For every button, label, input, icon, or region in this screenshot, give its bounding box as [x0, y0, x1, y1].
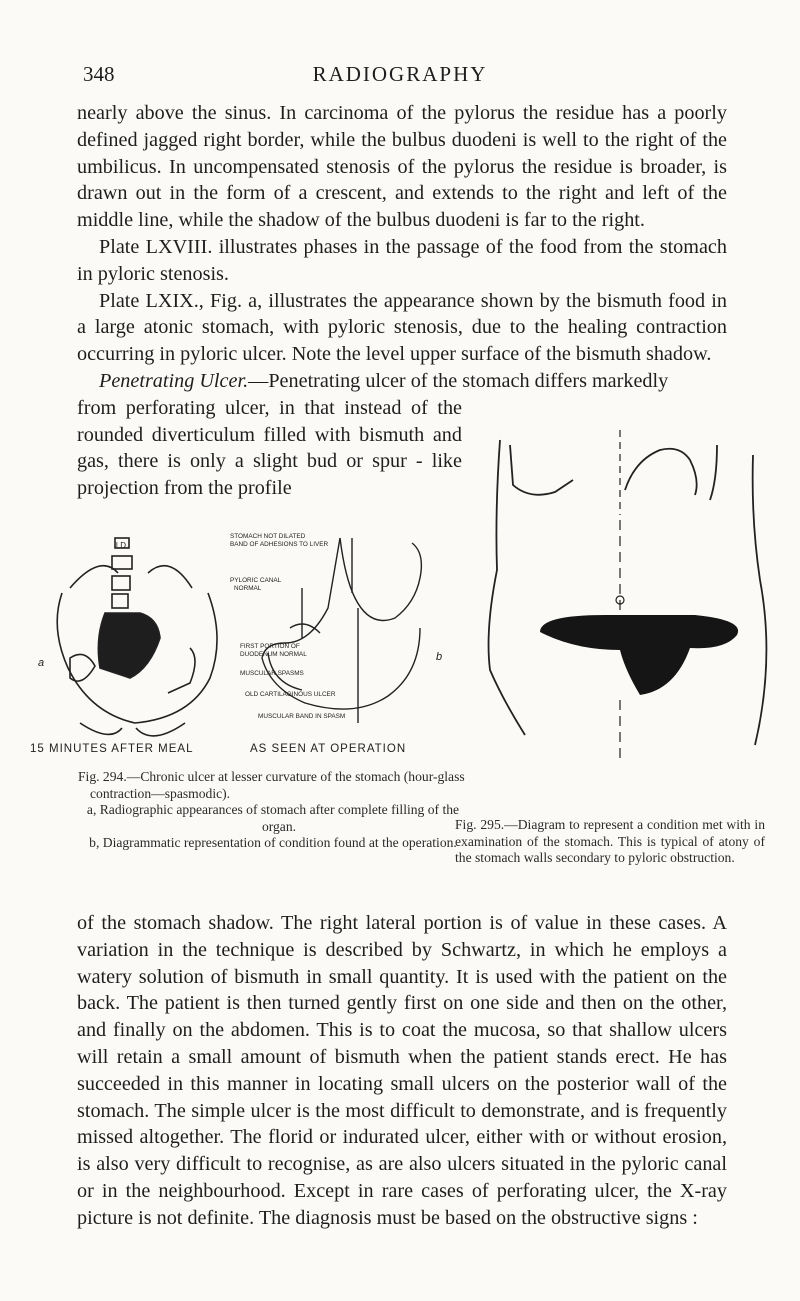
annotation-muscular-band: MUSCULAR BAND IN SPASM [258, 713, 346, 720]
figure-294-caption-a: a, Radiographic appearances of stomach after complete filling of the organ. [86, 802, 460, 834]
stomach-outline [489, 440, 767, 745]
figure-294-drawing [30, 518, 460, 768]
annotation-stomach-not-dilated: STOMACH NOT DILATED [230, 533, 306, 540]
figure-294-caption-title: Fig. 294.—Chronic ulcer at lesser curvature of the stomach (hour-glass contraction—spasmodic). [78, 769, 465, 801]
figure-295-caption: Fig. 295.—Diagram to represent a condition met with in examination of the stomach. This is typical of atony of the stomach walls secondary to pyloric obstruction. [455, 817, 765, 865]
box-label-text: I.D. [115, 541, 129, 550]
annotation-pyloric-canal-1: PYLORIC CANAL [230, 577, 282, 584]
running-title: RADIOGRAPHY [312, 62, 488, 86]
bismuth-shadow [540, 615, 738, 695]
annotation-pyloric-canal-2: NORMAL [234, 585, 262, 592]
annotation-old-ulcer: OLD CARTILAGINOUS ULCER [245, 691, 336, 698]
panel-a-label: 15 MINUTES AFTER MEAL [30, 743, 194, 755]
paragraph-4-narrow: from perforating ulcer, in that instead of the rounded diverticulum filled with bismuth and gas, there is only a slight bud or spur - like projection from the profile [77, 396, 462, 500]
figure-295-drawing [455, 400, 775, 760]
paragraph-4-line-1: —Penetrating ulcer of the stomach differs markedly [248, 369, 669, 392]
figure-295 [455, 400, 775, 760]
annotation-band-adhesions: BAND OF ADHESIONS TO LIVER [230, 541, 329, 548]
paragraph-5: of the stomach shadow. The right lateral portion is of value in these cases. A variation in the technique is described by Schwartz, in which he employs a watery solution of bismuth in small quantity. It is used with the patient on the back. The patient is then turned gently first on one side and then on the other, and finally on the abdomen. This is to coat the mucosa, so that shallow ulcers will retain a small amount of bismuth when the patient stands erect. He has succeeded in this manner in locating small ulcers on the posterior wall of the stomach. The simple ulcer is the most difficult to demonstrate, and is frequently missed altogether. The florid or indurated ulcer, either with or without erosion, is also very difficult to recognise, as are also ulcers situated in the pyloric canal or in the neighbourhood. Except in rare cases of perforating ulcer, the X-ray picture is not definite. The diagnosis must be based on the obstructive signs : [77, 912, 727, 1229]
annotation-muscular-spasms: MUSCULAR SPASMS [240, 670, 304, 677]
paragraph-3: Plate LXIX., Fig. a, illustrates the appearance shown by the bismuth food in a large atonic stomach, with pyloric stenosis, due to the healing contraction occurring in pyloric ulcer. Note the level upper surface of the bismuth shadow. [77, 289, 727, 366]
lower-text-block [77, 910, 727, 1232]
figure-294-caption [78, 769, 468, 852]
annotation-first-portion-2: DUODENUM NORMAL [240, 651, 307, 658]
panel-a-letter: a [38, 657, 45, 669]
figure-294 [30, 518, 460, 768]
page-number: 348 [83, 62, 115, 86]
midline-axis [616, 430, 624, 760]
panel-b-letter: b [436, 651, 443, 663]
annotation-first-portion-1: FIRST PORTION OF [240, 643, 300, 650]
panel-b-label: AS SEEN AT OPERATION [250, 743, 407, 755]
paragraph-2: Plate LXVIII. illustrates phases in the passage of the food from the stomach in pyloric stenosis. [77, 235, 727, 285]
paragraph-1: nearly above the sinus. In carcinoma of the pylorus the residue has a poorly defined jagged right border, while the bulbus duodeni is well to the right of the umbilicus. In uncompensated stenosis of the pylorus the residue is broader, is drawn out in the form of a crescent, and extends to the right and left of the middle line, while the shadow of the bulbus duodeni is far to the right. [77, 102, 727, 232]
figure-294-caption-b: b, Diagrammatic representation of condition found at the operation. [89, 835, 457, 850]
section-heading: Penetrating Ulcer. [99, 369, 249, 392]
page-header [0, 62, 800, 92]
paragraph-4-first-line [77, 368, 727, 395]
panel-a-radiograph [57, 538, 217, 736]
